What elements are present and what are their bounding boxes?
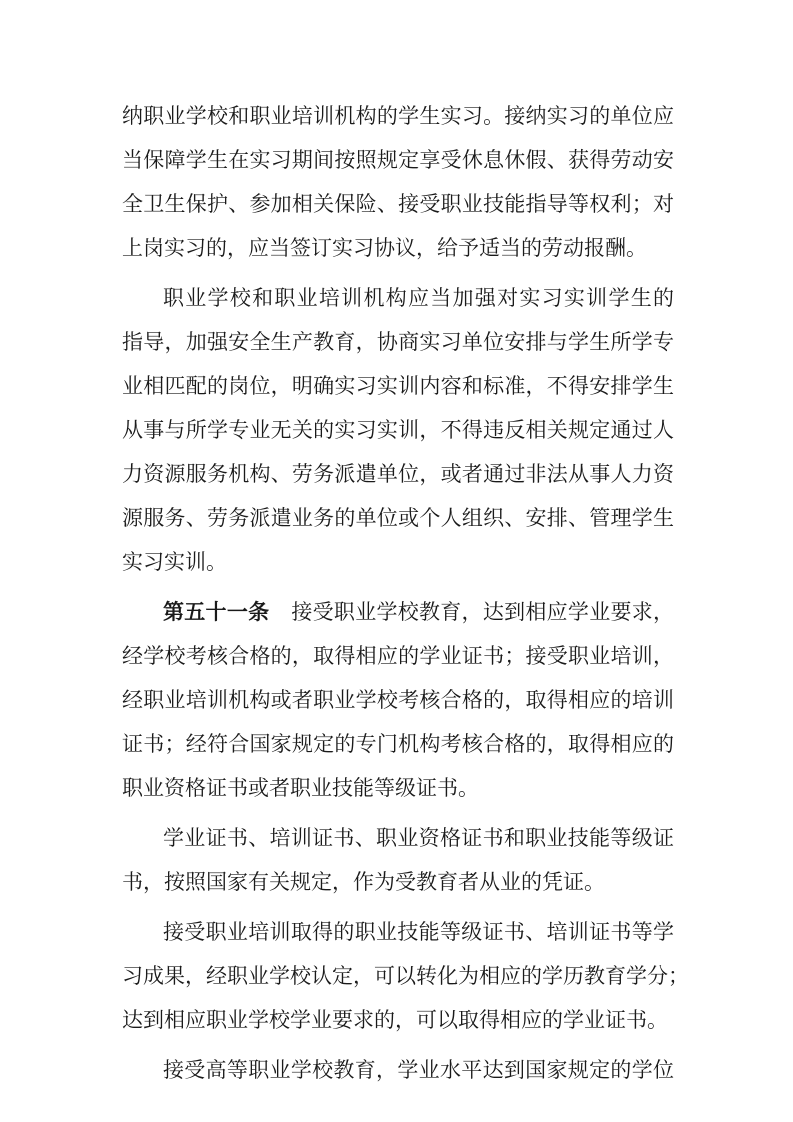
body-text-line: 达到相应职业学校学业要求的，可以取得相应的学业证书。 xyxy=(122,1008,668,1032)
article-number: 第五十一条 xyxy=(163,600,270,624)
body-text-line: 源服务、劳务派遣业务的单位或个人组织、安排、管理学生 xyxy=(122,506,674,530)
body-text-line: 业相匹配的岗位，明确实习实训内容和标准，不得安排学生 xyxy=(122,374,674,398)
body-text-line: 证书；经符合国家规定的专门机构考核合格的，取得相应的 xyxy=(122,732,674,756)
article-first-line xyxy=(163,590,674,634)
body-text-line: 全卫生保护、参加相关保险、接受职业技能指导等权利；对 xyxy=(122,192,674,216)
body-text-line: 职业学校和职业培训机构应当加强对实习实训学生的 xyxy=(163,286,674,310)
body-text-line: 习成果，经职业学校认定，可以转化为相应的学历教育学分； xyxy=(122,964,689,988)
body-text-line: 接受高等职业学校教育，学业水平达到国家规定的学位 xyxy=(163,1058,674,1082)
body-text-line: 职业资格证书或者职业技能等级证书。 xyxy=(122,776,479,800)
body-text-line: 从事与所学专业无关的实习实训，不得违反相关规定通过人 xyxy=(122,418,674,442)
body-text-line: 经职业培训机构或者职业学校考核合格的，取得相应的培训 xyxy=(122,688,674,712)
body-text-line: 接受职业培训取得的职业技能等级证书、培训证书等学 xyxy=(163,920,674,944)
body-text-line: 纳职业学校和职业培训机构的学生实习。接纳实习的单位应 xyxy=(122,104,674,128)
body-text-line: 指导，加强安全生产教育，协商实习单位安排与学生所学专 xyxy=(122,330,674,354)
body-text-line: 经学校考核合格的，取得相应的学业证书；接受职业培训， xyxy=(122,644,674,668)
body-text-line: 上岗实习的，应当签订实习协议，给予适当的劳动报酬。 xyxy=(122,236,647,260)
body-text-line: 实习实训。 xyxy=(122,550,227,574)
body-text-line: 当保障学生在实习期间按照规定享受休息休假、获得劳动安 xyxy=(122,148,674,172)
body-text-line: 书，按照国家有关规定，作为受教育者从业的凭证。 xyxy=(122,870,605,894)
body-text-line: 学业证书、培训证书、职业资格证书和职业技能等级证 xyxy=(163,826,674,850)
body-text-line: 力资源服务机构、劳务派遣单位，或者通过非法从事人力资 xyxy=(122,462,674,486)
article-text: 接受职业学校教育，达到相应学业要求， xyxy=(291,600,675,624)
